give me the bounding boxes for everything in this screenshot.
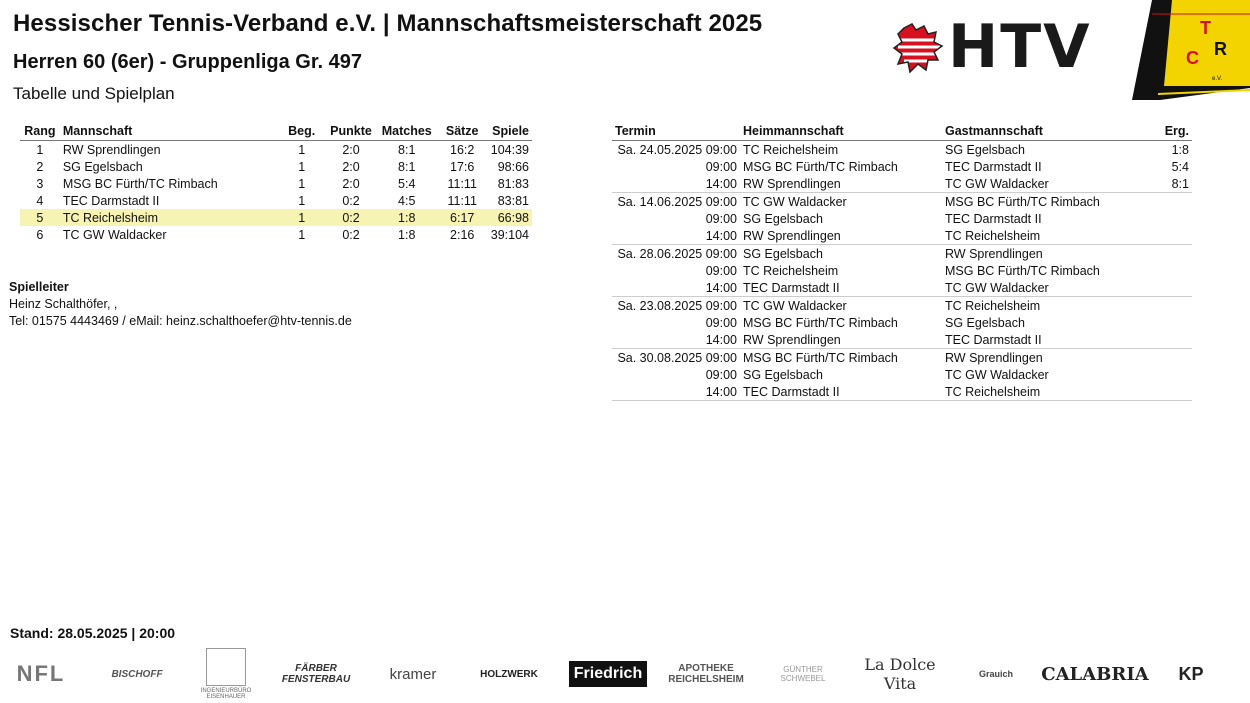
matches-cell: 1:8 xyxy=(377,209,437,226)
heim-cell: RW Sprendlingen xyxy=(740,227,942,245)
standings-row xyxy=(20,175,532,192)
erg-cell: 8:1 xyxy=(1148,175,1192,193)
standings-row xyxy=(20,192,532,209)
sponsor-schwebel-logo: GÜNTHER SCHWEBEL xyxy=(780,665,826,683)
heim-cell: MSG BC Fürth/TC Rimbach xyxy=(743,159,898,174)
tcr-logo-graphic xyxy=(1132,0,1250,106)
heim-cell: SG Egelsbach xyxy=(743,367,823,382)
group-title: Herren 60 (6er) - Gruppenliga Gr. 497 xyxy=(13,51,363,73)
heim-cell: TEC Darmstadt II xyxy=(740,383,942,401)
section-title: Tabelle und Spielplan xyxy=(13,84,175,103)
saetze-cell: 2:16 xyxy=(450,227,475,242)
sponsor-dolce-vita-logo: La Dolce Vita xyxy=(864,655,936,693)
termin-cell: Sa. 23.08.2025 09:00 xyxy=(617,298,737,313)
col-punkte: Punkte xyxy=(325,121,377,141)
gast-cell: TEC Darmstadt II xyxy=(945,211,1042,226)
beg-cell: 1 xyxy=(298,227,306,242)
col-termin: Termin xyxy=(612,121,740,141)
erg-cell: 5:4 xyxy=(1171,159,1189,174)
termin-cell: Sa. 24.05.2025 09:00 xyxy=(617,142,737,157)
spielleiter-contact: Tel: 01575 4443469 / eMail: heinz.schalthoefer@htv-tennis.de xyxy=(9,314,352,328)
erg-cell xyxy=(1148,210,1192,227)
sponsor-bischoff-logo: BISCHOFF xyxy=(111,668,163,680)
schedule-row xyxy=(612,331,1192,349)
heim-cell: TC Reichelsheim xyxy=(743,142,839,157)
schedule-row xyxy=(612,141,1192,159)
beg-cell: 1 xyxy=(278,209,325,226)
gast-cell: TC Reichelsheim xyxy=(942,227,1148,245)
heim-cell: SG Egelsbach xyxy=(743,211,823,226)
standings-row xyxy=(20,141,532,159)
gast-cell: MSG BC Fürth/TC Rimbach xyxy=(945,194,1100,209)
heim-cell: TC GW Waldacker xyxy=(743,194,847,209)
termin-cell: Sa. 14.06.2025 09:00 xyxy=(617,194,737,209)
sponsor-holzwerk-logo: HOLZWERK xyxy=(480,668,538,680)
spiele-cell: 98:66 xyxy=(497,159,529,174)
gast-cell: TC Reichelsheim xyxy=(942,383,1148,401)
spielleiter-name: Heinz Schalthöfer, , xyxy=(9,297,118,311)
tcr-letter-t: T xyxy=(1200,18,1211,38)
matches-cell: 8:1 xyxy=(398,142,416,157)
team-cell: MSG BC Fürth/TC Rimbach xyxy=(62,176,218,191)
saetze-cell: 11:11 xyxy=(447,176,477,191)
schedule-header-row xyxy=(612,121,1192,141)
punkte-cell: 0:2 xyxy=(342,193,360,208)
heim-cell: MSG BC Fürth/TC Rimbach xyxy=(743,315,898,330)
team-cell: SG Egelsbach xyxy=(62,159,143,174)
erg-cell xyxy=(1148,245,1192,263)
gast-cell: TEC Darmstadt II xyxy=(942,331,1148,349)
heim-cell: TEC Darmstadt II xyxy=(740,279,942,297)
termin-cell: 14:00 xyxy=(612,331,740,349)
col-heim: Heimmannschaft xyxy=(740,121,942,141)
termin-cell: Sa. 30.08.2025 09:00 xyxy=(617,350,737,365)
schedule-row xyxy=(612,314,1192,331)
rank-cell: 6 xyxy=(36,227,44,242)
saetze-cell: 17:6 xyxy=(450,159,475,174)
tcr-ev: e.V. xyxy=(1212,76,1223,82)
termin-cell: Sa. 28.06.2025 09:00 xyxy=(617,246,737,261)
saetze-cell: 6:17 xyxy=(437,209,488,226)
col-gast: Gastmannschaft xyxy=(942,121,1148,141)
beg-cell: 1 xyxy=(298,159,306,174)
gast-cell: TEC Darmstadt II xyxy=(945,159,1042,174)
page-title: Hessischer Tennis-Verband e.V. | Mannschaftsmeisterschaft 2025 xyxy=(13,10,763,37)
gast-cell: TC GW Waldacker xyxy=(942,175,1148,193)
friedrich-text: Friedrich xyxy=(569,661,647,687)
beg-cell: 1 xyxy=(298,142,306,157)
erg-cell xyxy=(1148,349,1192,367)
erg-cell xyxy=(1148,262,1192,279)
gast-cell: MSG BC Fürth/TC Rimbach xyxy=(945,263,1100,278)
schedule-table xyxy=(612,121,1192,401)
termin-cell: 09:00 xyxy=(705,159,737,174)
hessen-lion-icon xyxy=(890,20,946,76)
spiele-cell: 39:104 xyxy=(490,227,529,242)
sponsor-calabria-logo: CALABRIA xyxy=(1041,663,1149,685)
team-cell: TC GW Waldacker xyxy=(62,227,167,242)
heim-cell: MSG BC Fürth/TC Rimbach xyxy=(743,350,898,365)
punkte-cell: 0:2 xyxy=(325,209,377,226)
punkte-cell: 2:0 xyxy=(342,176,360,191)
rank-cell: 4 xyxy=(36,193,44,208)
tcr-logo xyxy=(1132,0,1250,106)
erg-cell: 1:8 xyxy=(1171,142,1189,157)
stand-timestamp: Stand: 28.05.2025 | 20:00 xyxy=(10,625,176,641)
schedule-row xyxy=(612,366,1192,383)
spiele-cell: 66:98 xyxy=(488,209,532,226)
schedule-row xyxy=(612,349,1192,367)
beg-cell: 1 xyxy=(298,193,306,208)
erg-cell xyxy=(1148,279,1192,297)
beg-cell: 1 xyxy=(298,176,306,191)
rank-cell: 5 xyxy=(20,209,60,226)
heim-cell: TC GW Waldacker xyxy=(743,298,847,313)
team-cell: TC Reichelsheim xyxy=(60,209,278,226)
schedule-row xyxy=(612,210,1192,227)
sponsor-klinger-logo: KP xyxy=(1178,663,1204,684)
sponsor-bar xyxy=(0,645,1250,703)
tcr-letter-c: C xyxy=(1186,48,1199,68)
saetze-cell: 16:2 xyxy=(450,142,475,157)
erg-cell xyxy=(1148,331,1192,349)
termin-cell: 09:00 xyxy=(705,211,737,226)
standings-header-row xyxy=(20,121,532,141)
schedule-row xyxy=(612,175,1192,193)
gast-cell: TC GW Waldacker xyxy=(945,367,1049,382)
sponsor-kramer-logo: kramer xyxy=(389,665,437,683)
punkte-cell: 0:2 xyxy=(342,227,360,242)
schedule-row xyxy=(612,279,1192,297)
spielleiter-label: Spielleiter xyxy=(9,280,69,294)
standings-row xyxy=(20,158,532,175)
col-spiele: Spiele xyxy=(488,121,532,141)
standings-row xyxy=(20,209,532,226)
termin-cell: 09:00 xyxy=(705,367,737,382)
heim-cell: RW Sprendlingen xyxy=(740,175,942,193)
schedule-row xyxy=(612,383,1192,401)
matches-cell: 4:5 xyxy=(398,193,416,208)
heim-cell: SG Egelsbach xyxy=(743,246,823,261)
team-cell: TEC Darmstadt II xyxy=(62,193,160,208)
erg-cell xyxy=(1148,366,1192,383)
gast-cell: RW Sprendlingen xyxy=(945,350,1043,365)
termin-cell: 09:00 xyxy=(705,263,737,278)
htv-logo xyxy=(890,12,1110,82)
spiele-cell: 81:83 xyxy=(497,176,529,191)
termin-cell: 14:00 xyxy=(612,279,740,297)
col-matches: Matches xyxy=(377,121,437,141)
sponsor-friedrich-logo xyxy=(568,645,648,703)
gast-cell: TC GW Waldacker xyxy=(942,279,1148,297)
standings-table xyxy=(20,121,532,243)
spiele-cell: 83:81 xyxy=(497,193,529,208)
termin-cell: 09:00 xyxy=(705,315,737,330)
schedule-row xyxy=(612,262,1192,279)
sponsor-faerber-logo: FÄRBER FENSTERBAU xyxy=(281,663,351,685)
erg-cell xyxy=(1148,227,1192,245)
sponsor-eisenhauer-logo xyxy=(202,645,250,703)
heim-cell: RW Sprendlingen xyxy=(740,331,942,349)
gast-cell: TC Reichelsheim xyxy=(945,298,1041,313)
erg-cell xyxy=(1148,383,1192,401)
matches-cell: 1:8 xyxy=(398,227,416,242)
rank-cell: 2 xyxy=(36,159,44,174)
schedule-row xyxy=(612,297,1192,315)
htv-logo-text: HTV xyxy=(948,12,1092,82)
punkte-cell: 2:0 xyxy=(342,142,360,157)
sponsor-apotheke-logo: APOTHEKE REICHELSHEIM xyxy=(668,663,744,685)
termin-cell: 14:00 xyxy=(612,175,740,193)
rank-cell: 3 xyxy=(36,176,44,191)
sponsor-grauich-logo: Grauich xyxy=(978,669,1013,679)
termin-cell: 14:00 xyxy=(612,227,740,245)
standings-row xyxy=(20,226,532,243)
erg-cell xyxy=(1148,314,1192,331)
saetze-cell: 11:11 xyxy=(447,193,477,208)
schedule-row xyxy=(612,158,1192,175)
gast-cell: SG Egelsbach xyxy=(945,315,1025,330)
schedule-row xyxy=(612,245,1192,263)
schedule-row xyxy=(612,193,1192,211)
col-beg: Beg. xyxy=(278,121,325,141)
eisenhauer-text: INGENIEURBÜRO EISENHAUER xyxy=(200,688,252,700)
spielleiter-block xyxy=(9,279,352,330)
tcr-letter-r: R xyxy=(1214,39,1227,59)
eisenhauer-emblem-icon xyxy=(206,648,246,686)
erg-cell xyxy=(1148,193,1192,211)
col-mannschaft: Mannschaft xyxy=(60,121,278,141)
punkte-cell: 2:0 xyxy=(342,159,360,174)
team-cell: RW Sprendlingen xyxy=(62,142,161,157)
col-erg: Erg. xyxy=(1148,121,1192,141)
gast-cell: RW Sprendlingen xyxy=(945,246,1043,261)
termin-cell: 14:00 xyxy=(612,383,740,401)
col-saetze: Sätze xyxy=(437,121,488,141)
schedule-row xyxy=(612,227,1192,245)
sponsor-nfl-logo: NFL xyxy=(16,661,66,686)
heim-cell: TC Reichelsheim xyxy=(743,263,839,278)
col-rang: Rang xyxy=(20,121,60,141)
spiele-cell: 104:39 xyxy=(490,142,529,157)
erg-cell xyxy=(1148,297,1192,315)
gast-cell: SG Egelsbach xyxy=(945,142,1025,157)
rank-cell: 1 xyxy=(36,142,44,157)
matches-cell: 5:4 xyxy=(398,176,416,191)
matches-cell: 8:1 xyxy=(398,159,416,174)
